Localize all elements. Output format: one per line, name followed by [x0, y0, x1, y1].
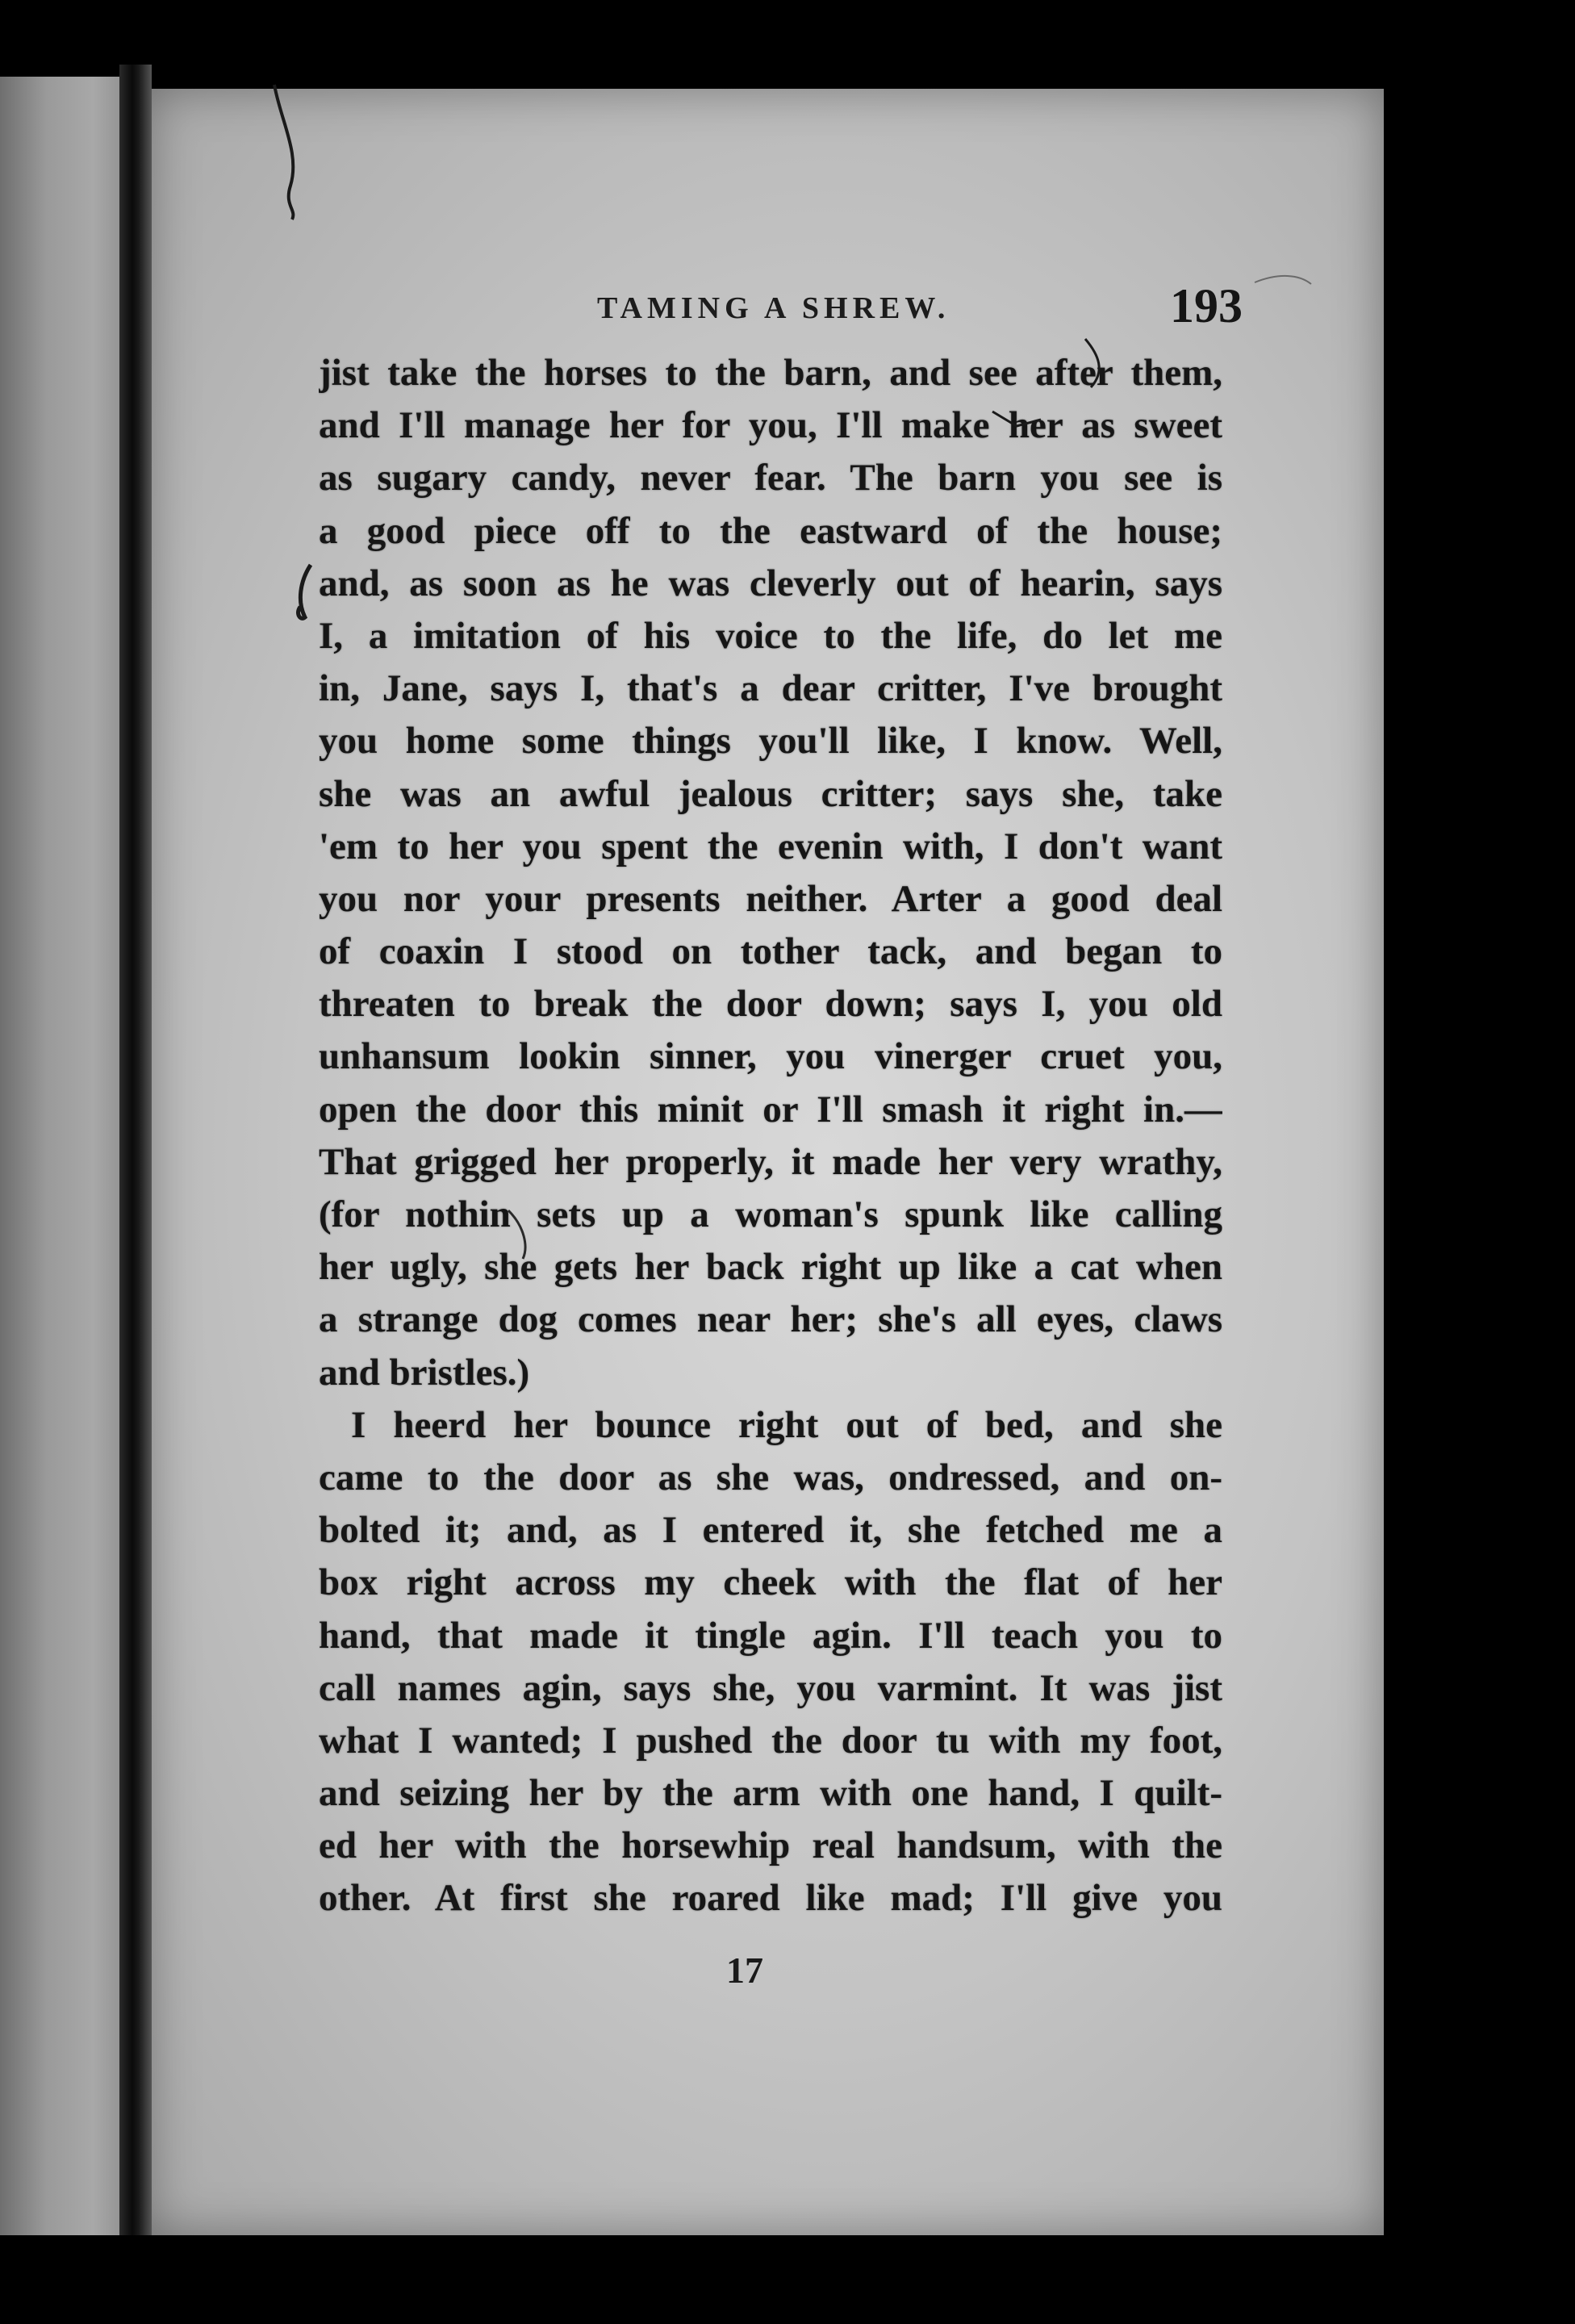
text-line: threaten to break the door down; says I, you old — [319, 983, 1222, 1026]
text-line: call names agin, says she, you varmint. It was jist — [319, 1666, 1222, 1709]
body-text — [319, 347, 1222, 1925]
text-line: bolted it; and, as I entered it, she fetched me a — [319, 1509, 1222, 1552]
text-line: you home some things you'll like, I know. Well, — [319, 720, 1222, 763]
text-line: in, Jane, says I, that's a dear critter, I've brought — [319, 667, 1222, 710]
page-number: 193 — [1170, 279, 1243, 332]
text-line: her ugly, she gets her back right up like a cat when — [319, 1246, 1222, 1289]
text-line: a good piece off to the eastward of the house; — [319, 509, 1222, 552]
text-line: of coaxin I stood on tother tack, and began to — [319, 930, 1222, 973]
text-line: hand, that made it tingle agin. I'll teach you to — [319, 1614, 1222, 1657]
text-line: ed her with the horsewhip real handsum, with the — [319, 1825, 1222, 1867]
text-line: box right across my cheek with the flat of her — [319, 1561, 1222, 1604]
facing-page-edge — [0, 77, 133, 2235]
text-line: open the door this minit or I'll smash it right in.— — [319, 1088, 1222, 1131]
text-line: and seizing her by the arm with one hand, I quilt- — [319, 1772, 1222, 1815]
text-line: what I wanted; I pushed the door tu with my foot, — [319, 1719, 1222, 1762]
text-line: other. At first she roared like mad; I'll give you — [319, 1877, 1222, 1920]
text-line: she was an awful jealous critter; says she, take — [319, 772, 1222, 815]
text-line: and, as soon as he was cleverly out of hearin, says — [319, 562, 1222, 604]
scan-border-bottom — [0, 2235, 1575, 2324]
text-line: 'em to her you spent the evenin with, I don't want — [319, 825, 1222, 867]
text-line: as sugary candy, never fear. The barn you see is — [319, 457, 1222, 499]
text-line: (for nothin sets up a woman's spunk like calling — [319, 1193, 1222, 1235]
text-line: came to the door as she was, ondressed, and on- — [319, 1456, 1222, 1498]
scan-border-top — [0, 0, 1575, 77]
text-line: you nor your presents neither. Arter a good deal — [319, 877, 1222, 920]
text-line: jist take the horses to the barn, and see after them, — [319, 352, 1222, 394]
text-line: and bristles.) — [319, 1351, 530, 1394]
text-line: unhansum lookin sinner, you vinerger cruet you, — [319, 1035, 1222, 1078]
text-line: and I'll manage her for you, I'll make her as sweet — [319, 404, 1222, 447]
running-head: TAMING A SHREW. — [597, 291, 950, 325]
signature-mark: 17 — [726, 1950, 763, 1991]
book-gutter — [119, 65, 152, 2259]
text-line: a strange dog comes near her; she's all eyes, claws — [319, 1298, 1222, 1341]
scan-border-right — [1384, 77, 1575, 2324]
text-line: I, a imitation of his voice to the life, do let me — [319, 614, 1222, 657]
text-line: I heerd her bounce right out of bed, and she — [351, 1403, 1222, 1446]
text-line: That grigged her properly, it made her very wrathy, — [319, 1140, 1222, 1183]
